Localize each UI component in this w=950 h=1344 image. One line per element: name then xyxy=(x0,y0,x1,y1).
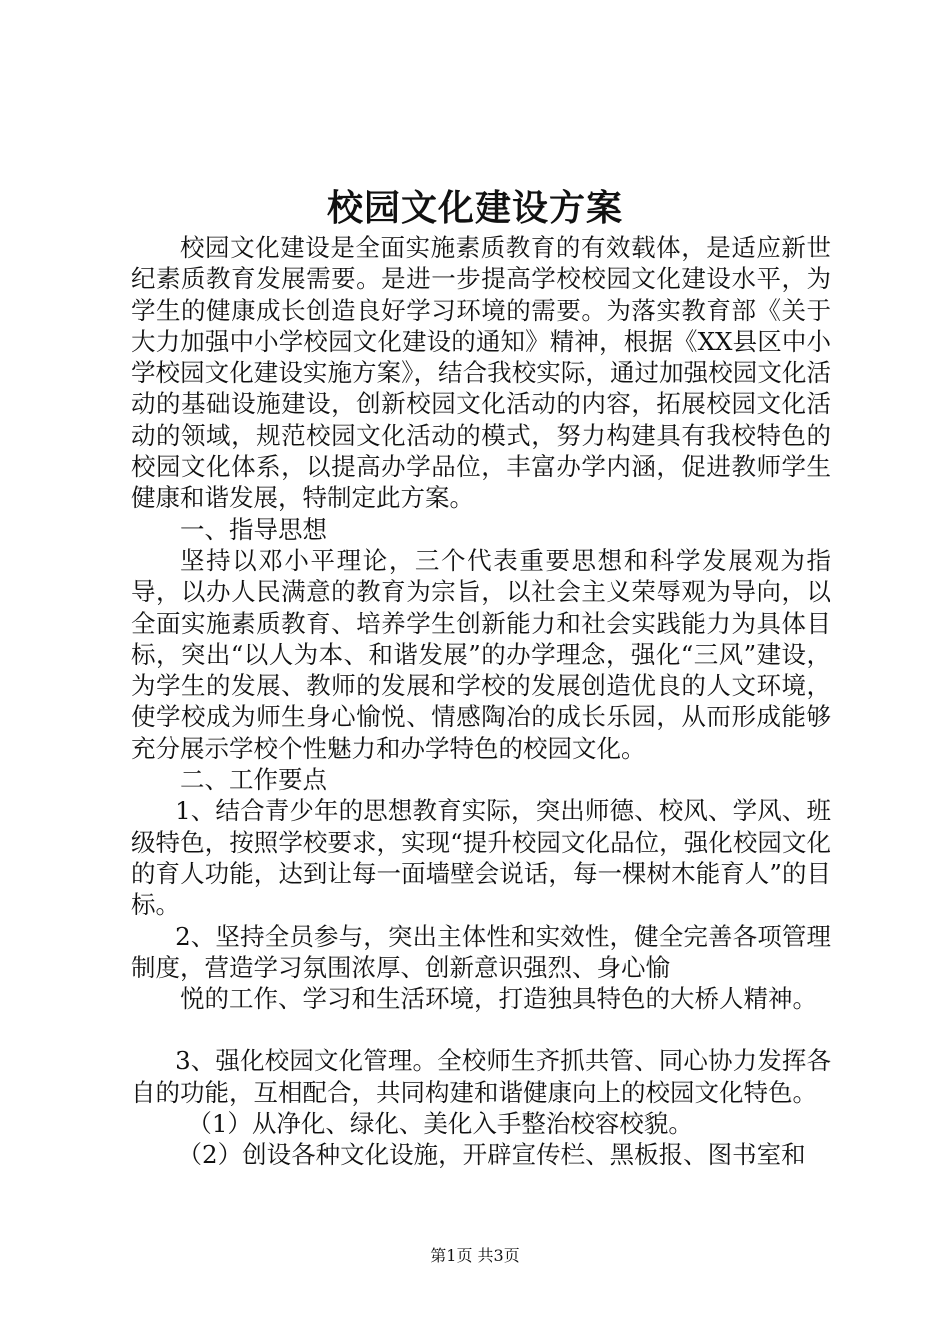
work-point-2: 2、坚持全员参与，突出主体性和实效性，健全完善各项管理制度，营造学习氛围浓厚、创新意识强烈、身心愉 xyxy=(131,921,831,982)
document-body xyxy=(131,232,831,1171)
document-title: 校园文化建设方案 xyxy=(326,187,623,229)
blank-line xyxy=(131,1014,831,1045)
intro-paragraph: 校园文化建设是全面实施素质教育的有效载体，是适应新世纪素质教育发展需要。是进一步提高学校校园文化建设水平，为学生的健康成长创造良好学习环境的需要。为落实教育部《关于大力加强中小学校园文化建设的通知》精神，根据《XX县区中小学校园文化建设实施方案》，结合我校实际，通过加强校园文化活动的基础设施建设，创新校园文化活动的内容，拓展校园文化活动的领域，规范校园文化活动的模式，努力构建具有我校特色的校园文化体系，以提高办学品位，丰富办学内涵，促进教师学生健康和谐发展，特制定此方案。 xyxy=(131,233,831,513)
sub-item-2: （2）创设各种文化设施，开辟宣传栏、黑板报、图书室和 xyxy=(177,1140,806,1170)
sub-item-1: （1）从净化、绿化、美化入手整治校容校貌。 xyxy=(187,1109,693,1139)
work-point-2-continued: 悦的工作、学习和生活环境，打造独具特色的大桥人精神。 xyxy=(180,984,817,1014)
work-point-3: 3、强化校园文化管理。全校师生齐抓共管、同心协力发挥各自的功能，互相配合，共同构建和谐健康向上的校园文化特色。 xyxy=(131,1046,831,1107)
work-point-1: 1、结合青少年的思想教育实际，突出师德、校风、学风、班级特色，按照学校要求，实现“提升校园文化品位，强化校园文化的育人功能，达到让每一面墙壁会说话，每一棵树木能育人”的目标。 xyxy=(131,796,831,920)
section-heading-guiding-ideology: 一、指导思想 xyxy=(180,514,327,544)
guiding-ideology-paragraph: 坚持以邓小平理论，三个代表重要思想和科学发展观为指导，以办人民满意的教育为宗旨，以社会主义荣辱观为导向，以全面实施素质教育、培养学生创新能力和社会实践能力为具体目标，突出“以人为本、和谐发展”的办学理念，强化“三风”建设，为学生的发展、教师的发展和学校的发展创造优良的人文环境，使学校成为师生身心愉悦、情感陶冶的成长乐园，从而形成能够充分展示学校个性魅力和办学特色的校园文化。 xyxy=(131,545,831,763)
section-heading-work-points: 二、工作要点 xyxy=(180,765,327,795)
page-number-footer: 第1页 共3页 xyxy=(430,1246,520,1265)
